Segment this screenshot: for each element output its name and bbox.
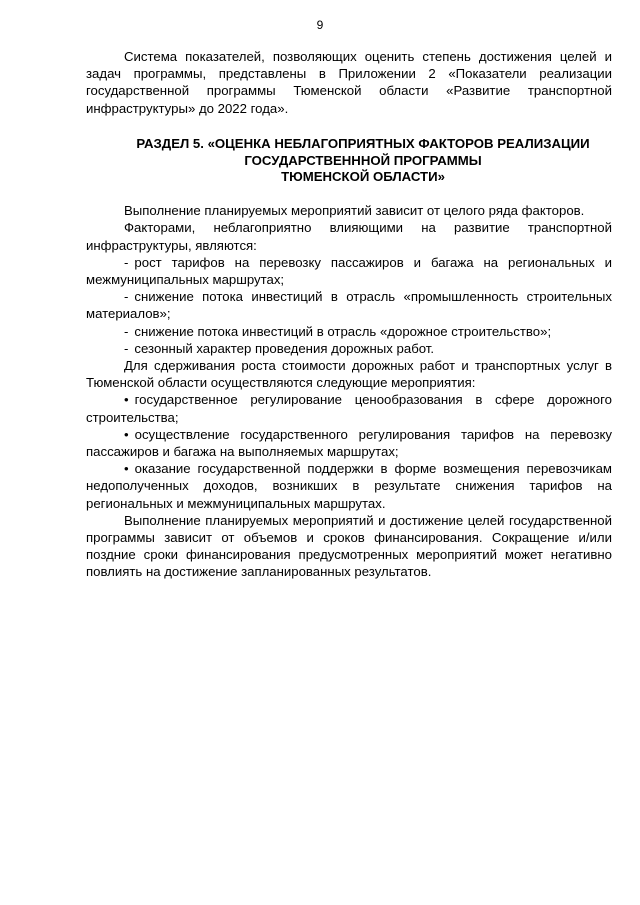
list-item-text: осуществление государственного регулирования тарифов на перевозку пассажиров и багажа на выполняемых маршрутах; [86,426,612,460]
intro-paragraph: Система показателей, позволяющих оценить степень достижения целей и задач программы, представлены в Приложении 2 «Показатели реализации государственной программы Тюменской области «Развитие транспортной инфраструктуры» до 2022 года». [86,49,612,116]
list-item [86,340,612,357]
section-heading-line-3: ТЮМЕНСКОЙ ОБЛАСТИ» [281,169,445,185]
document-body [86,48,612,581]
list-item [86,426,612,460]
list-item-text: снижение потока инвестиций в отрасль «дорожное строительство»; [134,323,552,339]
factors-intro-paragraph: Выполнение планируемых мероприятий зависит от целого ряда факторов. [124,203,585,219]
bullet-marker: • [124,461,129,477]
list-item-text: оказание государственной поддержки в форме возмещения перевозчикам недополученных доходов, возникших в результате снижения тарифов на региональных и межмуниципальных маршрутах. [86,461,612,511]
section-heading-line-2: ГОСУДАРСТВЕНННОЙ ПРОГРАММЫ [244,152,482,168]
list-item-text: рост тарифов на перевозку пассажиров и багажа на региональных и межмуниципальных маршрутах; [86,254,612,288]
list-item [86,460,612,512]
section-heading-line-1: РАЗДЕЛ 5. «ОЦЕНКА НЕБЛАГОПРИЯТНЫХ ФАКТОРОВ РЕАЛИЗАЦИИ [136,135,590,151]
dash-marker: - [124,254,129,270]
bullet-marker: • [124,426,129,442]
closing-paragraph: Выполнение планируемых мероприятий и достижение целей государственной программы зависит от объемов и сроков финансирования. Сокращение и/или поздние сроки финансирования предусмотренных мероприятий может негативно повлиять на достижение запланированных результатов. [86,512,612,580]
section-heading [86,136,612,186]
factors-list-intro-paragraph: Факторами, неблагоприятно влияющими на развитие транспортной инфраструктуры, являются: [86,220,612,253]
bullet-marker: • [124,392,129,408]
list-item-text: сезонный характер проведения дорожных работ. [134,340,435,356]
measures-list [86,391,612,511]
list-item-text: государственное регулирование ценообразования в сфере дорожного строительства; [86,392,612,425]
list-item-text: снижение потока инвестиций в отрасль «промышленность строительных материалов»; [86,289,612,322]
measures-intro-paragraph: Для сдерживания роста стоимости дорожных работ и транспортных услуг в Тюменской области осуществляются следующие мероприятия: [86,358,612,391]
dash-marker: - [124,340,129,356]
list-item [86,288,612,322]
page-number: 9 [316,18,324,32]
list-item [86,323,612,340]
list-item [86,391,612,425]
list-item [86,254,612,288]
factors-list [86,254,612,357]
dash-marker: - [124,323,129,339]
dash-marker: - [124,289,129,305]
